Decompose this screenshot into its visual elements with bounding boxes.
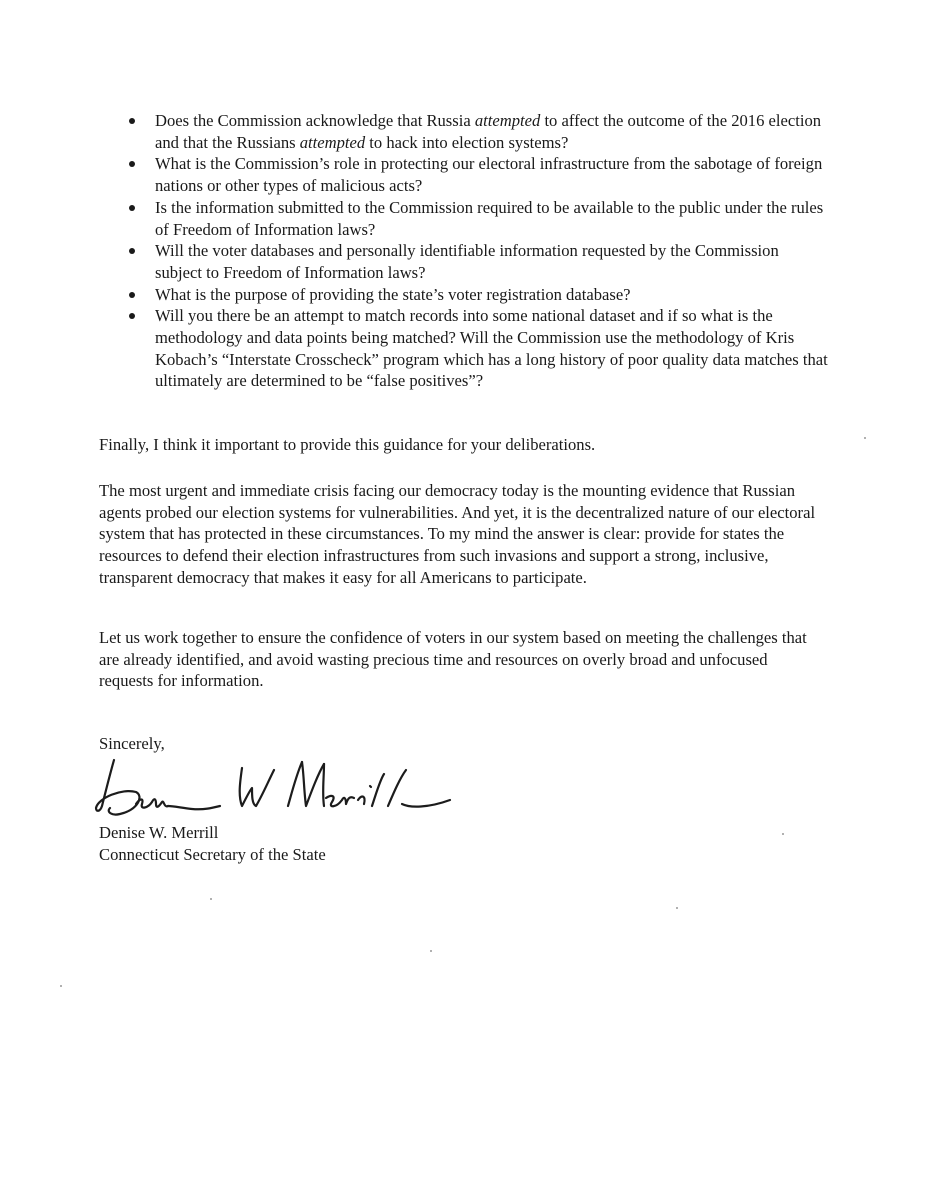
closing-paragraph: Let us work together to ensure the confidence of voters in our system based on meeting the challenges that are already identified, and avoid wasting precious time and resources on overly broad and unfocused requests for information. (99, 628, 807, 691)
bullet-icon (129, 118, 135, 124)
question-text: Is the information submitted to the Commission required to be available to the public under the rules of Freedom of Information laws? (155, 197, 824, 239)
bullet-icon (129, 205, 135, 211)
scan-speck (430, 950, 432, 952)
question-item (128, 305, 828, 392)
question-list (128, 110, 828, 392)
scan-speck (782, 833, 784, 835)
guidance-intro-paragraph: Finally, I think it important to provide this guidance for your deliberations. (99, 435, 596, 454)
scan-speck (676, 907, 678, 909)
question-text: What is the Commission’s role in protecting our electoral infrastructure from the sabotage of foreign nations or other types of malicious acts? (155, 154, 823, 196)
question-item (128, 153, 828, 196)
signature-block (99, 822, 326, 865)
signer-name: Denise W. Merrill (99, 823, 219, 842)
valediction: Sincerely, (99, 734, 165, 753)
question-item (128, 240, 828, 283)
crisis-paragraph: The most urgent and immediate crisis facing our democracy today is the mounting evidence that Russian agents probed our election systems for vulnerabilities. And yet, it is the decentralized nature of our electoral system that has protected in these circumstances. To my mind the answer is clear: provide for states the resources to defend their election infrastructures from such invasions and support a strong, inclusive, transparent democracy that makes it easy for all Americans to participate. (99, 481, 816, 587)
question-text-part: to affect the outcome of the 2016 election and that the Russians (155, 111, 822, 152)
question-item (128, 197, 828, 240)
question-text-part: Does the Commission acknowledge that Russia (155, 111, 475, 130)
question-item (128, 110, 828, 153)
signer-title: Connecticut Secretary of the State (99, 844, 326, 864)
question-text: Will the voter databases and personally identifiable information requested by the Commission subject to Freedom of Information laws? (155, 241, 779, 282)
scan-speck (864, 437, 866, 439)
bullet-icon (129, 313, 135, 319)
bullet-icon (129, 292, 135, 298)
scan-speck (60, 985, 62, 987)
question-item (128, 284, 828, 306)
question-text: What is the purpose of providing the state’s voter registration database? (155, 284, 631, 304)
question-emphasis: attempted (474, 111, 541, 130)
question-text-part: to hack into election systems? (365, 132, 569, 152)
bullet-icon (129, 161, 135, 167)
handwritten-signature (92, 752, 462, 822)
question-text: Will you there be an attempt to match records into some national dataset and if so what is the methodology and data points being matched? Will the Commission use the methodology of Kris Kobach’s “Interstate Crosscheck” program which has a long history of poor quality data matches that ultimately are determined to be “false positives”? (155, 306, 828, 391)
question-emphasis: attempted (299, 132, 366, 152)
scan-speck (210, 898, 212, 900)
bullet-icon (129, 248, 135, 254)
